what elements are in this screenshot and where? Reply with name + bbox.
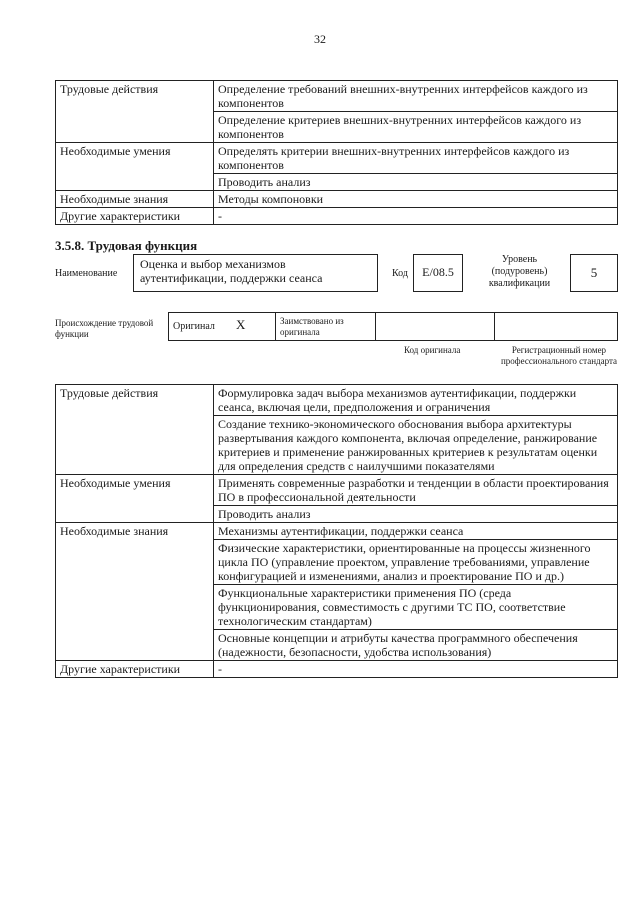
code-label: Код <box>392 268 408 279</box>
row-item: Применять современные разработки и тенденции в области проектирования ПО в профессиональной деятельности <box>214 475 618 506</box>
row-item: Определение критериев внешних-внутренних интерфейсов каждого из компонентов <box>214 112 618 143</box>
row-item: Функциональные характеристики применения ПО (среда функционирования, совместимость с другими ТС ПО, соответствие технологическим стандартам) <box>214 585 618 630</box>
name-label: Наименование <box>55 268 118 279</box>
row-item: Механизмы аутентификации, поддержки сеанса <box>214 523 618 540</box>
level-value: 5 <box>590 265 598 280</box>
table-row <box>56 385 618 416</box>
table-row <box>56 661 618 678</box>
row-label: Другие характеристики <box>56 208 214 225</box>
table-row <box>56 523 618 540</box>
row-item: Проводить анализ <box>214 506 618 523</box>
table-row <box>56 191 618 208</box>
origin-label: Происхождение трудовой функции <box>55 318 154 339</box>
row-item: Создание технико-экономического обоснования выбора архитектуры развертывания каждого компонента, включая определение, ранжирование критериев и применение ранжированных критериев к результатам оценки для определения средств с наилучшими показателями <box>214 416 618 475</box>
borrowed-label: Заимствовано из оригинала <box>280 316 344 337</box>
requirements-table-2 <box>55 384 618 678</box>
code-box <box>413 254 463 292</box>
row-item: Определять критерии внешних-внутренних интерфейсов каждого из компонентов <box>214 143 618 174</box>
row-label: Другие характеристики <box>56 661 214 678</box>
row-label: Необходимые знания <box>56 523 214 661</box>
row-item: Формулировка задач выбора механизмов аутентификации, поддержки сеанса, включая цели, предположения и ограничения <box>214 385 618 416</box>
row-item: Методы компоновки <box>214 191 618 208</box>
row-label: Необходимые знания <box>56 191 214 208</box>
table-row <box>56 81 618 112</box>
section-title: 3.5.8. Трудовая функция <box>55 238 198 253</box>
table-row <box>56 475 618 506</box>
code-value: E/08.5 <box>422 265 454 279</box>
table-row <box>56 143 618 174</box>
row-item: - <box>214 661 618 678</box>
name-box <box>133 254 378 292</box>
row-label: Необходимые умения <box>56 475 214 523</box>
page-number: 32 <box>314 32 326 46</box>
row-item: Физические характеристики, ориентированные на процессы жизненного цикла ПО (управление проектом, управление требованиями, управление конфигурацией и изменениями, анализ и проектирование ПО и др.) <box>214 540 618 585</box>
row-item: Проводить анализ <box>214 174 618 191</box>
original-label: Оригинал <box>173 321 215 332</box>
reg-number-label: Регистрационный номер профессионального стандарта <box>500 345 618 366</box>
row-label: Необходимые умения <box>56 143 214 191</box>
requirements-table-1 <box>55 80 618 225</box>
level-label: Уровень (подуровень) квалификации <box>488 254 551 289</box>
name-value: Оценка и выбор механизмов аутентификации, поддержки сеанса <box>140 257 323 285</box>
code-original-label: Код оригинала <box>404 345 461 355</box>
level-box <box>570 254 618 292</box>
row-label: Трудовые действия <box>56 385 214 475</box>
table-row <box>56 208 618 225</box>
row-item: Определение требований внешних-внутренних интерфейсов каждого из компонентов <box>214 81 618 112</box>
row-item: - <box>214 208 618 225</box>
row-label: Трудовые действия <box>56 81 214 143</box>
row-item: Основные концепции и атрибуты качества программного обеспечения (надежности, безопасности, удобства использования) <box>214 630 618 661</box>
original-mark: X <box>236 317 246 332</box>
